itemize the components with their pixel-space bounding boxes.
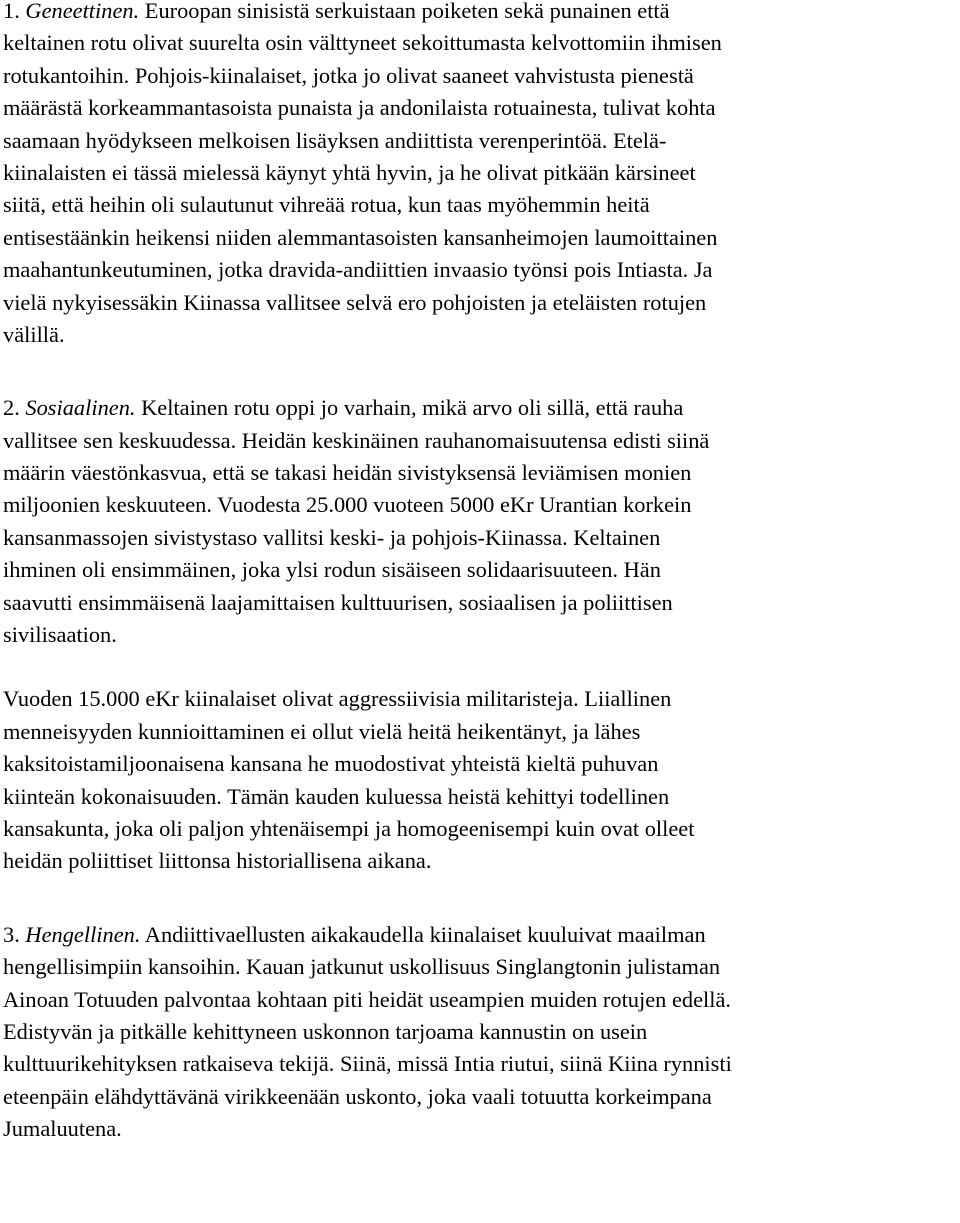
text-line: kansanmassojen sivistystaso vallitsi keski- ja pohjois-Kiinassa. Keltainen <box>3 524 661 550</box>
section-title: Hengellinen. <box>25 921 141 947</box>
text-line: heidän poliittiset liittonsa historiallisena aikana. <box>3 848 432 874</box>
text-line: kaksitoistamiljoonaisena kansana he muodostivat yhteistä kieltä puhuvan <box>3 751 659 777</box>
paragraph-militaristit <box>3 683 959 877</box>
text-line: hengellisimpiin kansoihin. Kauan jatkunut uskollisuus Singlangtonin julistaman <box>3 954 721 980</box>
text-line: Ainoan Totuuden palvontaa kohtaan piti heidät useampien muiden rotujen edellä. <box>3 986 732 1012</box>
text-line: kiinalaisten ei tässä mielessä käynyt yhtä hyvin, ja he olivat pitkään kärsineet <box>3 159 696 185</box>
text-line <box>3 919 959 951</box>
text-line <box>3 0 959 27</box>
section-title: Geneettinen. <box>25 0 140 23</box>
text-line: menneisyyden kunnioittaminen ei ollut vielä heitä heikentänyt, ja lähes <box>3 718 641 744</box>
section-number: 3. <box>3 921 20 947</box>
text-line: vielä nykyisessäkin Kiinassa vallitsee selvä ero pohjoisten ja eteläisten rotujen <box>3 289 707 315</box>
text-line: saamaan hyödykseen melkoisen lisäyksen andiittista verenperintöä. Etelä- <box>3 127 667 153</box>
text-line-rest: Keltainen rotu oppi jo varhain, mikä arvo oli sillä, että rauha <box>135 395 684 421</box>
text-line: vallitsee sen keskuudessa. Heidän keskinäinen rauhanomaisuutensa edisti siinä <box>3 427 710 453</box>
text-line: kulttuurikehityksen ratkaiseva tekijä. Siinä, missä Intia riutui, siinä Kiina rynnisti <box>3 1051 732 1077</box>
section-sosiaalinen <box>3 392 959 651</box>
section-title: Sosiaalinen. <box>25 395 136 421</box>
text-line: Vuoden 15.000 eKr kiinalaiset olivat aggressiivisia militaristeja. Liiallinen <box>3 686 672 712</box>
paragraph-gap <box>3 651 959 683</box>
paragraph-gap <box>3 351 959 392</box>
text-line: Edistyvän ja pitkälle kehittyneen uskonnon tarjoama kannustin on usein <box>3 1018 648 1044</box>
text-line: siitä, että heihin oli sulautunut vihreää rotua, kun taas myöhemmin heitä <box>3 192 650 218</box>
text-line: ihminen oli ensimmäinen, joka ylsi rodun sisäiseen solidaarisuuteen. Hän <box>3 557 661 583</box>
text-line: miljoonien keskuuteen. Vuodesta 25.000 vuoteen 5000 eKr Urantian korkein <box>3 492 692 518</box>
document-page <box>3 0 959 1146</box>
section-geneettinen <box>3 0 959 351</box>
text-line: maahantunkeutuminen, jotka dravida-andiittien invaasio työnsi pois Intiasta. Ja <box>3 257 713 283</box>
text-line: rotukantoihin. Pohjois-kiinalaiset, jotka jo olivat saaneet vahvistusta pienestä <box>3 62 694 88</box>
section-number: 1. <box>3 0 20 23</box>
text-line: määrin väestönkasvua, että se takasi heidän sivistyksensä leviämisen monien <box>3 460 692 486</box>
section-hengellinen <box>3 919 959 1146</box>
text-line: Jumaluutena. <box>3 1116 122 1142</box>
paragraph-gap <box>3 878 959 919</box>
text-line-rest: Andiittivaellusten aikakaudella kiinalaiset kuuluivat maailman <box>140 921 706 947</box>
section-number: 2. <box>3 395 20 421</box>
text-line: kiinteän kokonaisuuden. Tämän kauden kuluessa heistä kehittyi todellinen <box>3 783 670 809</box>
text-line: keltainen rotu olivat suurelta osin välttyneet sekoittumasta kelvottomiin ihmisen <box>3 30 722 56</box>
text-line: välillä. <box>3 321 65 347</box>
text-line: sivilisaation. <box>3 622 117 648</box>
text-line: eteenpäin elähdyttävänä virikkeenään uskonto, joka vaali totuutta korkeimpana <box>3 1083 712 1109</box>
text-line: saavutti ensimmäisenä laajamittaisen kulttuurisen, sosiaalisen ja poliittisen <box>3 589 673 615</box>
text-line: entisestäänkin heikensi niiden alemmantasoisten kansanheimojen laumoittainen <box>3 224 718 250</box>
text-line: kansakunta, joka oli paljon yhtenäisempi ja homogeenisempi kuin ovat olleet <box>3 815 695 841</box>
text-line: määrästä korkeammantasoista punaista ja andonilaista rotuainesta, tulivat kohta <box>3 95 716 121</box>
text-line-rest: Euroopan sinisistä serkuistaan poiketen sekä punainen että <box>139 0 670 23</box>
text-line <box>3 392 959 424</box>
